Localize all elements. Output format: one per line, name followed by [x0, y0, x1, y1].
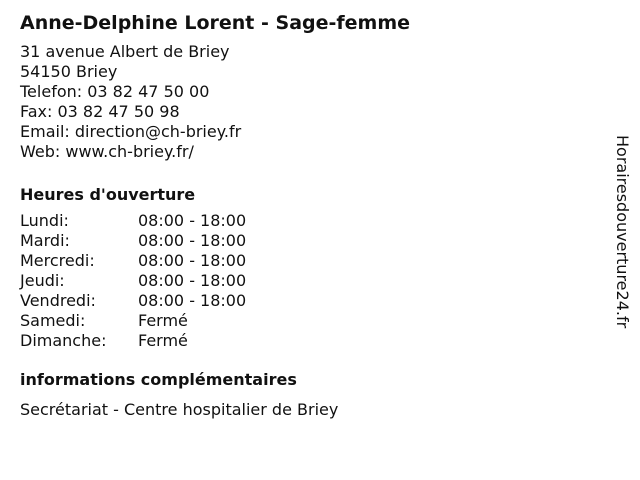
fax-line: Fax: 03 82 47 50 98: [20, 102, 180, 121]
address-city: 54150 Briey: [20, 62, 118, 81]
hours-row-dimanche: [20, 331, 600, 351]
hours-row-mercredi: [20, 251, 600, 271]
hours-row-lundi: [20, 211, 600, 231]
hours-time: 08:00 - 18:00: [138, 231, 247, 250]
hours-time: 08:00 - 18:00: [138, 211, 247, 230]
info-text: Secrétariat - Centre hospitalier de Briey: [20, 400, 339, 419]
address-street: 31 avenue Albert de Briey: [20, 42, 230, 61]
hours-day: Mardi:: [20, 231, 70, 250]
hours-time: 08:00 - 18:00: [138, 271, 247, 290]
hours-day: Dimanche:: [20, 331, 107, 350]
hours-time: 08:00 - 18:00: [138, 291, 247, 310]
business-title: Anne-Delphine Lorent - Sage-femme: [20, 12, 411, 34]
hours-time: 08:00 - 18:00: [138, 251, 247, 270]
web-line[interactable]: Web: www.ch-briey.fr/: [20, 142, 194, 161]
hours-day: Samedi:: [20, 311, 86, 330]
hours-time: Fermé: [138, 311, 188, 330]
hours-day: Jeudi:: [20, 271, 65, 290]
hours-title: Heures d'ouverture: [20, 185, 196, 204]
phone-line: Telefon: 03 82 47 50 00: [20, 82, 210, 101]
hours-row-jeudi: [20, 271, 600, 291]
hours-row-samedi: [20, 311, 600, 331]
business-card: [20, 10, 600, 420]
hours-day: Mercredi:: [20, 251, 95, 270]
hours-row-vendredi: [20, 291, 600, 311]
site-watermark: Horairesdouverture24.fr: [613, 135, 632, 329]
hours-table: [20, 211, 600, 351]
info-title: informations complémentaires: [20, 370, 297, 389]
hours-day: Vendredi:: [20, 291, 96, 310]
email-line[interactable]: Email: direction@ch-briey.fr: [20, 122, 242, 141]
hours-time: Fermé: [138, 331, 188, 350]
hours-day: Lundi:: [20, 211, 69, 230]
hours-row-mardi: [20, 231, 600, 251]
